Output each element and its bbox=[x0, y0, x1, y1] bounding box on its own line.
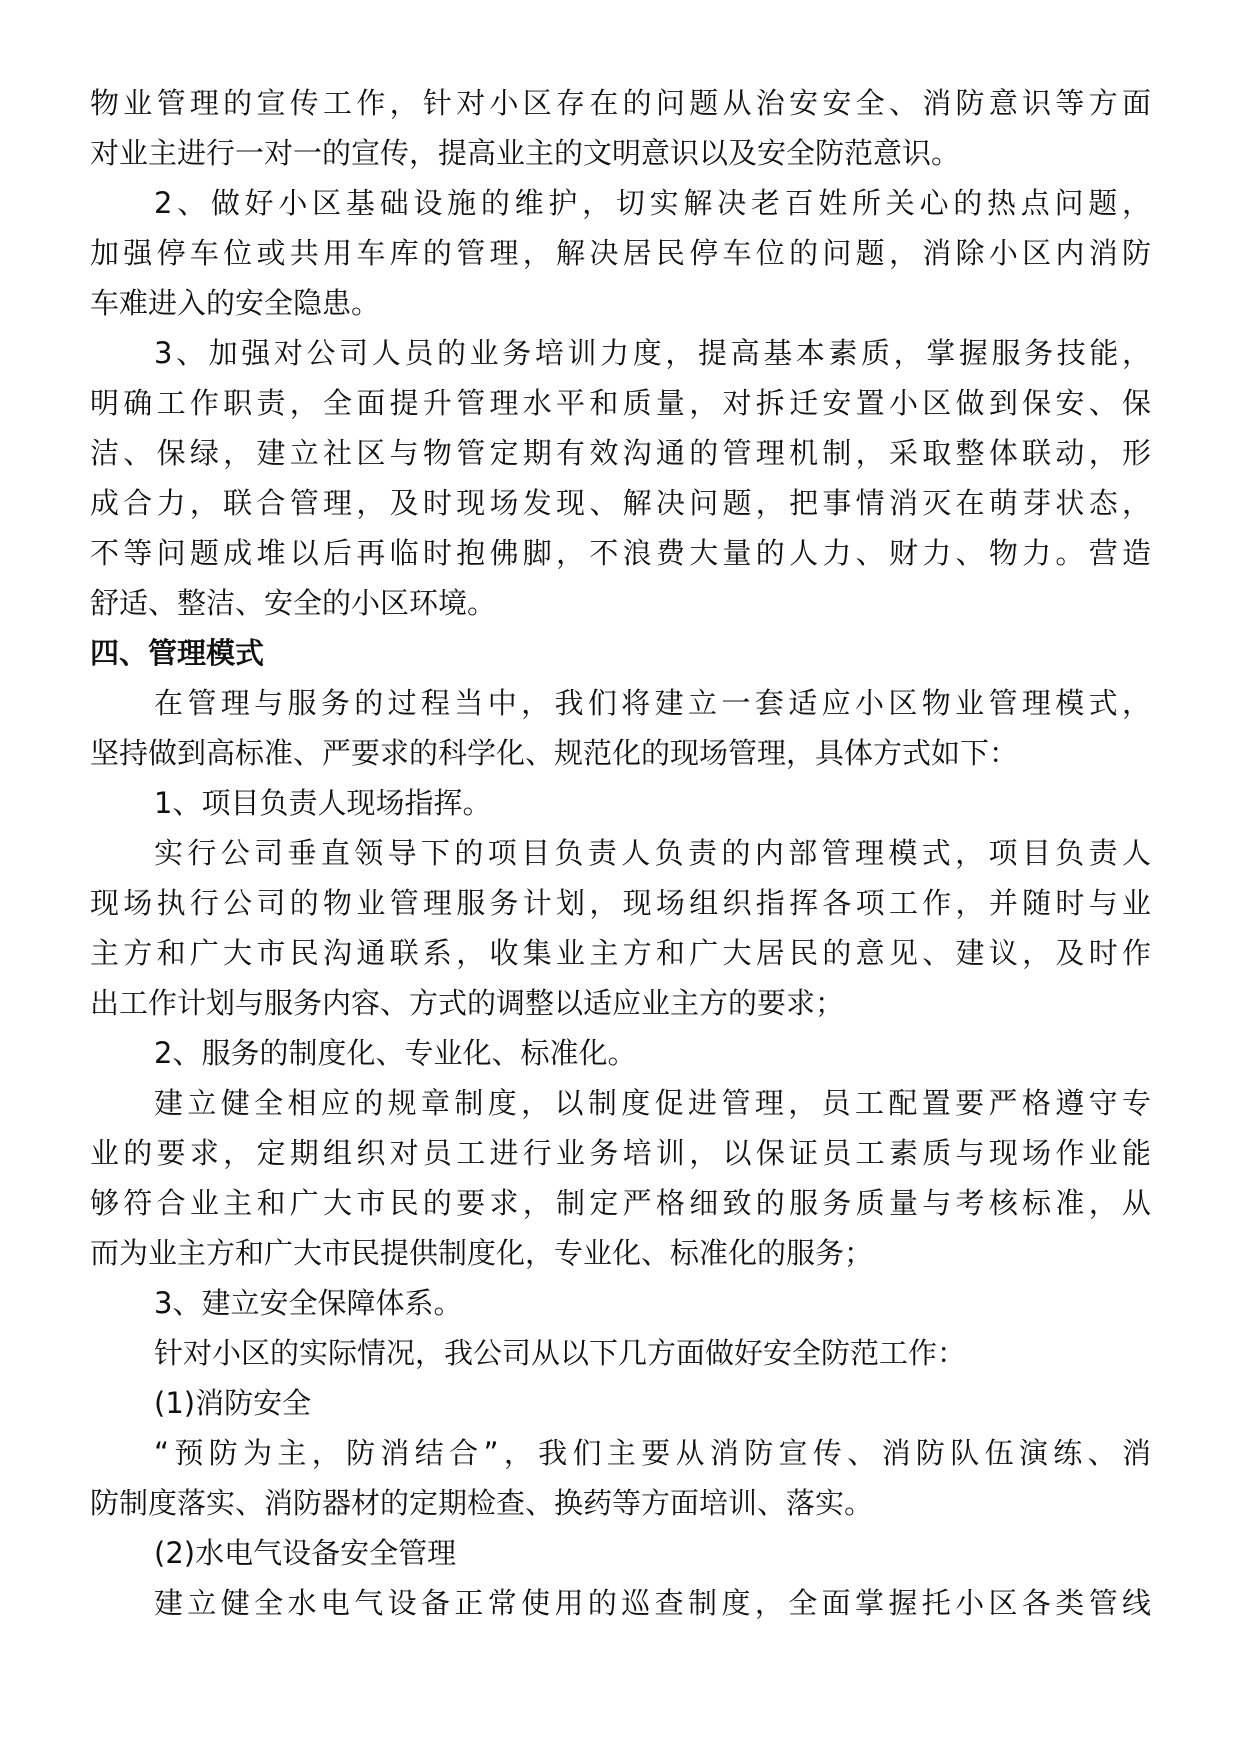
text-line: 在管理与服务的过程当中，我们将建立一套适应小区物业管理模式， bbox=[154, 686, 1151, 720]
text-line: 够符合业主和广大市民的要求，制定严格细致的服务质量与考核标准，从 bbox=[90, 1186, 1151, 1220]
text-line: 3、建立安全保障体系。 bbox=[154, 1286, 463, 1320]
text-line: 而为业主方和广大市民提供制度化，专业化、标准化的服务； bbox=[90, 1236, 874, 1270]
section-heading: 四、管理模式 bbox=[90, 636, 265, 670]
text-line: 明确工作职责，全面提升管理水平和质量，对拆迁安置小区做到保安、保 bbox=[90, 386, 1151, 420]
text-line: 对业主进行一对一的宣传，提高业主的文明意识以及安全防范意识。 bbox=[90, 136, 961, 170]
text-line: 2、做好小区基础设施的维护，切实解决老百姓所关心的热点问题， bbox=[154, 186, 1151, 220]
text-line: 现场执行公司的物业管理服务计划，现场组织指挥各项工作，并随时与业 bbox=[90, 886, 1151, 920]
text-line: 洁、保绿，建立社区与物管定期有效沟通的管理机制，采取整体联动，形 bbox=[90, 436, 1151, 470]
text-line: 防制度落实、消防器材的定期检查、换药等方面培训、落实。 bbox=[90, 1486, 874, 1520]
text-line: 2、服务的制度化、专业化、标准化。 bbox=[154, 1036, 637, 1070]
text-line: 车难进入的安全隐患。 bbox=[90, 286, 381, 320]
text-line: 建立健全相应的规章制度，以制度促进管理，员工配置要严格遵守专 bbox=[154, 1086, 1151, 1120]
text-line: (1)消防安全 bbox=[154, 1386, 312, 1420]
text-line: 加强停车位或共用车库的管理，解决居民停车位的问题，消除小区内消防 bbox=[90, 236, 1151, 270]
text-line: 建立健全水电气设备正常使用的巡查制度，全面掌握托小区各类管线 bbox=[154, 1586, 1151, 1620]
text-line: 主方和广大市民沟通联系，收集业主方和广大居民的意见、建议，及时作 bbox=[90, 936, 1151, 970]
text-line: 出工作计划与服务内容、方式的调整以适应业主方的要求； bbox=[90, 986, 845, 1020]
text-line: “预防为主，防消结合”，我们主要从消防宣传、消防队伍演练、消 bbox=[154, 1436, 1151, 1470]
text-line: 实行公司垂直领导下的项目负责人负责的内部管理模式，项目负责人 bbox=[154, 836, 1151, 870]
text-line: 坚持做到高标准、严要求的科学化、规范化的现场管理，具体方式如下： bbox=[90, 736, 1019, 770]
text-line: (2)水电气设备安全管理 bbox=[154, 1536, 457, 1570]
text-line: 物业管理的宣传工作，针对小区存在的问题从治安安全、消防意识等方面 bbox=[90, 86, 1151, 120]
document-page bbox=[90, 78, 1151, 1628]
text-line: 业的要求，定期组织对员工进行业务培训，以保证员工素质与现场作业能 bbox=[90, 1136, 1151, 1170]
text-line: 针对小区的实际情况，我公司从以下几方面做好安全防范工作： bbox=[154, 1336, 967, 1370]
text-line: 不等问题成堆以后再临时抱佛脚，不浪费大量的人力、财力、物力。营造 bbox=[90, 536, 1151, 570]
text-line: 3、加强对公司人员的业务培训力度，提高基本素质，掌握服务技能， bbox=[154, 336, 1151, 370]
text-line: 成合力，联合管理，及时现场发现、解决问题，把事情消灭在萌芽状态， bbox=[90, 486, 1151, 520]
text-line: 1、项目负责人现场指挥。 bbox=[154, 786, 492, 820]
text-line: 舒适、整洁、安全的小区环境。 bbox=[90, 586, 497, 620]
